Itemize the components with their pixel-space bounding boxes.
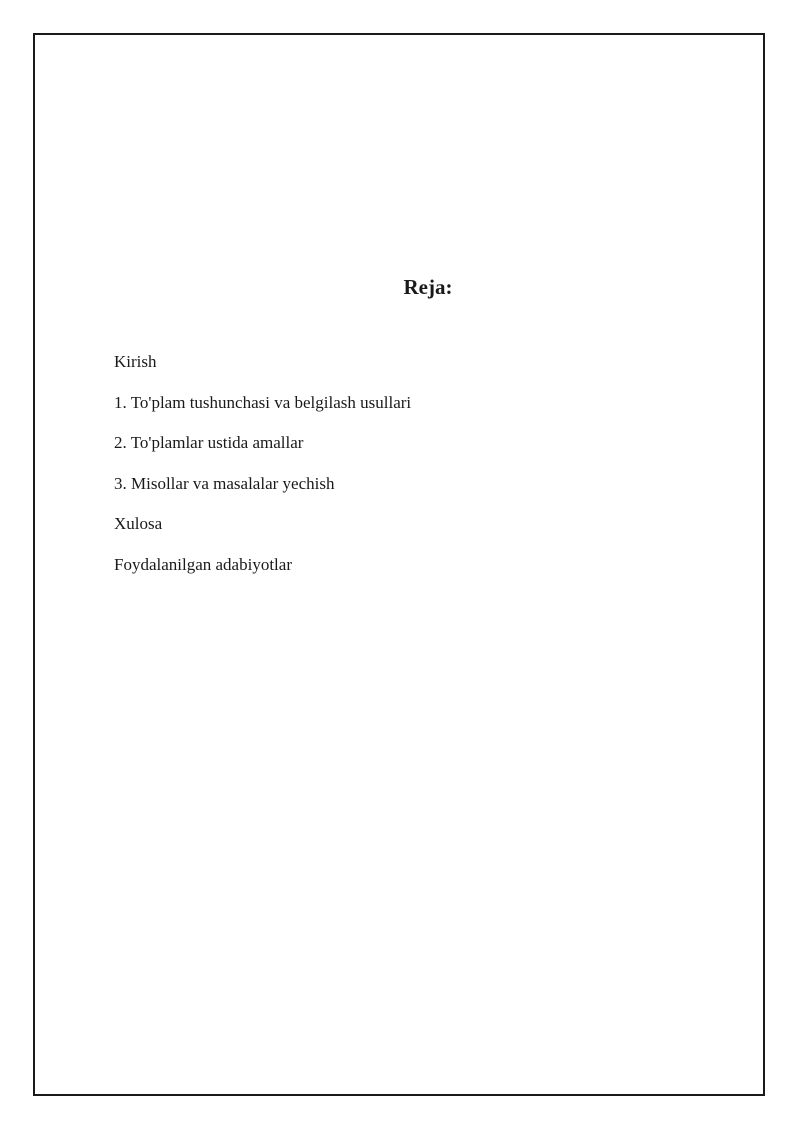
toc-item-introduction: Kirish [114, 352, 157, 371]
toc-item-2: 2. To'plamlar ustida amallar [114, 433, 304, 452]
page-heading: Reja: [403, 275, 453, 299]
toc-item-1: 1. To'plam tushunchasi va belgilash usullari [114, 392, 412, 412]
table-of-contents [114, 350, 411, 593]
toc-item-3: 3. Misollar va masalalar yechish [114, 473, 335, 493]
toc-item-references: Foydalanilgan adabiyotlar [114, 554, 292, 574]
toc-item-conclusion: Xulosa [114, 514, 163, 533]
